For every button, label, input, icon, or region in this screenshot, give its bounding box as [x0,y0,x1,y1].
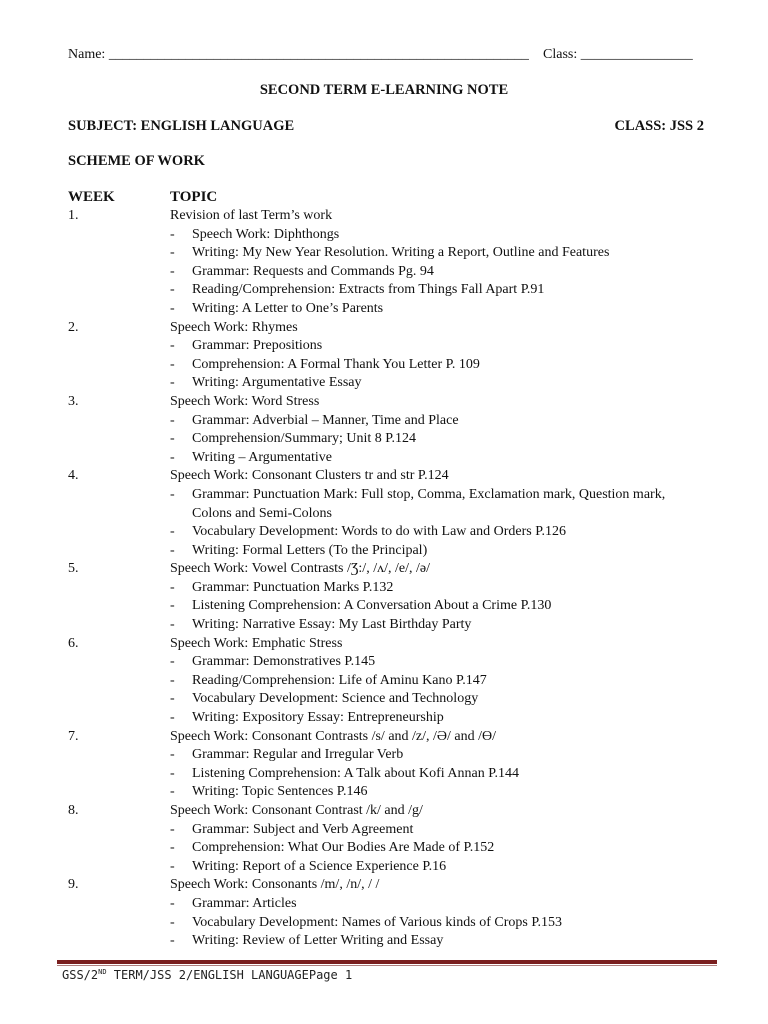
bullet-dash: - [170,412,175,428]
week-number: 3. [68,393,79,409]
topic-item-text: Listening Comprehension: A Talk about Kofi Annan P.144 [192,765,519,781]
bullet-dash: - [170,654,175,670]
week-topic-item [170,914,708,933]
bullet-dash: - [170,617,175,633]
week-topic-item [170,932,708,951]
week-topic-item [170,858,708,877]
week-entry [68,207,708,319]
week-topic-item [170,523,708,542]
topic-item-text: Comprehension: What Our Bodies Are Made of P.152 [192,840,495,856]
topic-item-text: Writing: Topic Sentences P.146 [192,784,368,800]
week-topic-list [170,895,708,951]
class-label: CLASS: JSS 2 [614,118,704,134]
week-entry [68,635,708,728]
week-topic-heading: Revision of last Term’s work [170,208,333,223]
topic-item-text: Grammar: Adverbial – Manner, Time and Place [192,412,459,428]
topic-item-text: Speech Work: Diphthongs [192,226,340,242]
week-topic-item [170,244,708,263]
week-number: 8. [68,803,79,818]
topic-item-text: Grammar: Punctuation Marks P.132 [192,579,394,595]
week-topic-item [170,783,708,802]
topic-item-text: Comprehension/Summary; Unit 8 P.124 [192,431,416,447]
bullet-dash: - [170,765,175,781]
week-topic-item [170,337,708,356]
topic-item-text: Reading/Comprehension: Extracts from Things Fall Apart P.91 [192,282,545,298]
topic-item-text: Listening Comprehension: A Conversation About a Crime P.130 [192,598,552,614]
week-topic-list [170,337,708,393]
page-footer [62,968,352,982]
name-field-label: Name: ____________________________________________________________ [68,47,529,62]
week-topic-item [170,486,708,523]
topic-item-text: Writing: Formal Letters (To the Principal) [192,542,428,558]
bullet-dash: - [170,710,175,726]
week-topic-list [170,821,708,877]
topic-item-text: Writing: A Letter to One’s Parents [192,300,384,316]
week-topic-list [170,486,708,560]
week-topic-list [170,412,708,468]
bullet-dash: - [170,914,175,930]
bullet-dash: - [170,431,175,447]
bullet-dash: - [170,375,175,391]
bullet-dash: - [170,282,175,298]
bullet-dash: - [170,579,175,595]
week-topic-item [170,226,708,245]
week-topic-heading: Speech Work: Consonants /m/, /n/, / / [170,877,380,893]
week-entry [68,467,708,560]
week-topic-item [170,839,708,858]
bullet-dash: - [170,226,175,242]
bullet-dash: - [170,524,175,540]
topic-item-text: Writing: Narrative Essay: My Last Birthday Party [192,617,472,633]
week-topic-item [170,263,708,282]
topic-item-text: Comprehension: A Formal Thank You Letter P. 109 [192,356,480,372]
bullet-dash: - [170,263,175,279]
week-number: 9. [68,877,79,893]
week-number: 6. [68,635,79,651]
bullet-dash: - [170,747,175,763]
week-column-header: WEEK [68,189,115,205]
week-topic-item [170,374,708,393]
week-topic-item [170,579,708,598]
week-topic-item [170,356,708,375]
footer-suffix: TERM/JSS 2/ENGLISH LANGUAGEPage 1 [106,968,353,982]
week-topic-item [170,746,708,765]
topic-item-text: Vocabulary Development: Words to do with Law and Orders P.126 [192,524,566,540]
topic-column-header: TOPIC [170,189,218,205]
week-entry [68,728,708,802]
topic-item-text: Grammar: Regular and Irregular Verb [192,747,404,763]
name-class-row [68,47,708,67]
topic-item-text: Writing: Report of a Science Experience P.16 [192,858,447,874]
bullet-dash: - [170,542,175,558]
footer-divider-thin [57,965,717,966]
week-topic-list [170,226,708,319]
week-topic-item [170,597,708,616]
week-topic-item [170,616,708,635]
bullet-dash: - [170,933,175,949]
footer-divider [57,960,717,964]
week-topic-list [170,746,708,802]
topic-item-text: Writing: My New Year Resolution. Writing a Report, Outline and Features [192,245,610,261]
topic-item-text: Vocabulary Development: Names of Various kinds of Crops P.153 [192,914,563,930]
week-number: 1. [68,208,79,223]
week-topic-item [170,895,708,914]
week-topic-list [170,579,708,635]
week-entry [68,802,708,876]
week-topic-item [170,765,708,784]
bullet-dash: - [170,672,175,688]
bullet-dash: - [170,784,175,800]
bullet-dash: - [170,858,175,874]
topic-item-text: Writing – Argumentative [192,449,332,465]
week-number: 7. [68,728,79,744]
bullet-dash: - [170,840,175,856]
week-topic-heading: Speech Work: Consonant Clusters tr and str P.124 [170,468,449,484]
topic-item-text: Grammar: Demonstratives P.145 [192,654,376,670]
bullet-dash: - [170,356,175,372]
subject-row [68,118,704,135]
week-topic-item [170,672,708,691]
week-topic-list [170,653,708,727]
week-topic-item [170,653,708,672]
week-topic-item [170,281,708,300]
topic-item-text: Grammar: Prepositions [192,338,323,354]
document-title: SECOND TERM E-LEARNING NOTE [259,82,509,98]
topic-item-text: Vocabulary Development: Science and Technology [192,691,479,707]
week-topic-heading: Speech Work: Consonant Contrasts /s/ and /z/, /Ə/ and /Ɵ/ [170,728,497,744]
week-topic-heading: Speech Work: Vowel Contrasts /Ʒ:/, /ʌ/, /e/, /ə/ [170,561,430,577]
week-topic-item [170,542,708,561]
topic-item-text: Grammar: Articles [192,895,297,911]
week-topic-heading: Speech Work: Word Stress [170,393,320,409]
topic-item-text: Grammar: Punctuation Mark: Full stop, Comma, Exclamation mark, Question mark, Colons and Semi-Colons [192,486,666,521]
footer-prefix: GSS/2 [62,968,99,982]
topic-item-text: Reading/Comprehension: Life of Aminu Kano P.147 [192,672,487,688]
week-topic-item [170,300,708,319]
bullet-dash: - [170,338,175,354]
bullet-dash: - [170,691,175,707]
week-entry [68,393,708,467]
bullet-dash: - [170,449,175,465]
bullet-dash: - [170,895,175,911]
bullet-dash: - [170,486,175,502]
topic-item-text: Writing: Review of Letter Writing and Essay [192,933,444,949]
week-topic-heading: Speech Work: Emphatic Stress [170,635,343,651]
week-topic-heading: Speech Work: Consonant Contrast /k/ and /g/ [170,803,423,818]
week-topic-item [170,709,708,728]
week-topic-item [170,690,708,709]
footer-superscript: ND [98,968,107,976]
week-number: 2. [68,319,79,335]
topic-item-text: Writing: Argumentative Essay [192,375,362,391]
bullet-dash: - [170,821,175,837]
week-topic-item [170,412,708,431]
topic-item-text: Writing: Expository Essay: Entrepreneurship [192,710,444,726]
topic-item-text: Grammar: Subject and Verb Agreement [192,821,414,837]
week-list [68,207,708,951]
bullet-dash: - [170,598,175,614]
week-entry [68,319,708,393]
week-number: 5. [68,561,79,577]
week-topic-item [170,449,708,468]
bullet-dash: - [170,245,175,261]
class-field-label: Class: ________________ [543,47,693,62]
week-topic-item [170,430,708,449]
week-entry [68,876,708,950]
week-entry [68,560,708,634]
subject-label: SUBJECT: ENGLISH LANGUAGE [68,118,295,134]
topic-item-text: Grammar: Requests and Commands Pg. 94 [192,263,434,279]
scheme-heading: SCHEME OF WORK [68,153,205,169]
bullet-dash: - [170,300,175,316]
week-topic-heading: Speech Work: Rhymes [170,319,298,335]
week-number: 4. [68,468,79,484]
week-topic-item [170,821,708,840]
